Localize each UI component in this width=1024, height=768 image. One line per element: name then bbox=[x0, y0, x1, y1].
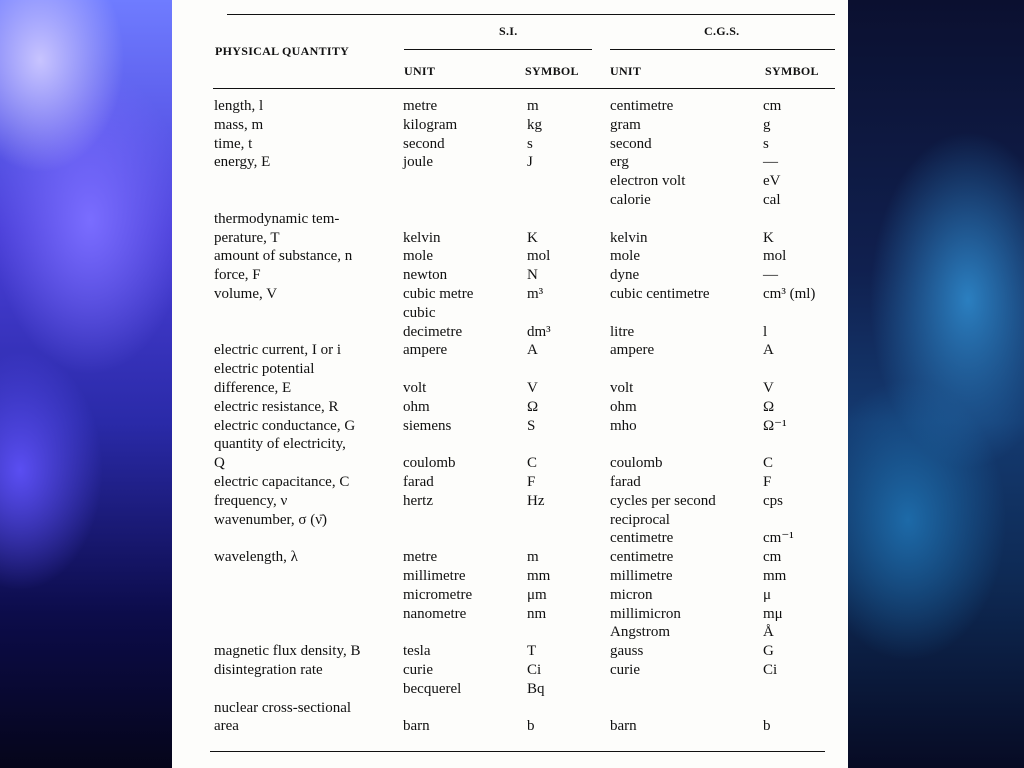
cell-cgs-symbol: Ω⁻¹ bbox=[763, 417, 787, 434]
cell-si-symbol: kg bbox=[527, 116, 542, 133]
table-row bbox=[207, 511, 837, 530]
cell-si-symbol: Ci bbox=[527, 662, 542, 678]
cell-si-unit: nanometre bbox=[403, 605, 467, 622]
cell-si-unit: kilogram bbox=[403, 116, 458, 133]
cell-si-symbol: Ω bbox=[527, 398, 539, 415]
cell-quantity: volume, V bbox=[214, 286, 278, 302]
header-si-symbol: SYMBOL bbox=[525, 64, 579, 78]
slide-page bbox=[172, 0, 848, 768]
table-row bbox=[207, 642, 837, 661]
table-row bbox=[207, 266, 837, 285]
cell-cgs-symbol: F bbox=[763, 474, 772, 490]
cell-cgs-unit: centimetre bbox=[610, 530, 674, 547]
cell-cgs-unit: erg bbox=[610, 154, 629, 171]
cell-cgs-symbol: cal bbox=[763, 192, 781, 208]
cell-cgs-symbol: b bbox=[763, 718, 771, 735]
cell-quantity: difference, E bbox=[214, 380, 292, 396]
cell-cgs-symbol: cps bbox=[763, 492, 783, 509]
cell-si-unit: kelvin bbox=[403, 229, 441, 246]
cell-cgs-unit: coulomb bbox=[610, 455, 663, 472]
cell-cgs-symbol: eV bbox=[763, 173, 781, 190]
cell-cgs-symbol: l bbox=[763, 323, 768, 340]
cell-quantity: electric resistance, R bbox=[214, 398, 339, 415]
cell-quantity: energy, E bbox=[214, 154, 271, 171]
cell-si-symbol: s bbox=[527, 135, 533, 152]
cell-quantity: force, F bbox=[214, 267, 261, 284]
cell-si-symbol: nm bbox=[527, 605, 547, 622]
header-cgs-unit: UNIT bbox=[610, 64, 642, 78]
cell-si-unit: becquerel bbox=[403, 680, 462, 697]
cell-quantity: area bbox=[214, 718, 239, 735]
cell-cgs-symbol: mol bbox=[763, 248, 787, 265]
cell-cgs-unit: ampere bbox=[610, 342, 655, 359]
units-table bbox=[207, 12, 837, 757]
cell-si-symbol: T bbox=[527, 643, 537, 660]
table-row bbox=[207, 492, 837, 511]
header-si: S.I. bbox=[499, 24, 518, 38]
cell-cgs-unit: millimicron bbox=[610, 605, 681, 622]
cell-cgs-unit: ohm bbox=[610, 398, 637, 415]
cell-si-unit: tesla bbox=[403, 643, 431, 660]
cell-si-symbol: S bbox=[527, 417, 536, 434]
table-row bbox=[207, 247, 837, 266]
cell-si-unit: siemens bbox=[403, 417, 452, 434]
cell-si-symbol: C bbox=[527, 455, 538, 472]
cell-quantity: length, l bbox=[214, 98, 264, 114]
cell-si-unit: micrometre bbox=[403, 586, 473, 603]
cell-cgs-unit: electron volt bbox=[610, 173, 686, 190]
cell-cgs-symbol: — bbox=[763, 267, 778, 284]
cell-cgs-symbol: Å bbox=[763, 624, 774, 641]
cell-si-unit: ohm bbox=[403, 398, 430, 415]
table-row bbox=[207, 191, 837, 210]
table-row bbox=[207, 699, 837, 718]
cell-cgs-unit: gauss bbox=[610, 643, 644, 660]
header-physical-quantity: PHYSICAL QUANTITY bbox=[215, 44, 350, 58]
cell-quantity: perature, T bbox=[214, 229, 280, 246]
cell-si-unit: decimetre bbox=[403, 323, 463, 340]
cell-quantity: electric potential bbox=[214, 361, 315, 378]
cell-cgs-unit: Angstrom bbox=[610, 624, 670, 641]
cell-si-symbol: m³ bbox=[527, 286, 544, 302]
table-row bbox=[207, 398, 837, 417]
cell-si-symbol: mol bbox=[527, 248, 551, 265]
bottom-rule bbox=[210, 751, 825, 752]
table-row bbox=[207, 172, 837, 191]
table-row bbox=[207, 304, 837, 323]
cell-si-unit: newton bbox=[403, 267, 448, 284]
cell-cgs-unit: curie bbox=[610, 662, 640, 678]
cell-si-unit: curie bbox=[403, 662, 433, 678]
cell-si-unit: mole bbox=[403, 248, 433, 265]
table-row bbox=[207, 717, 837, 736]
cell-si-symbol: N bbox=[527, 267, 538, 284]
cell-si-unit: second bbox=[403, 135, 445, 152]
cell-cgs-symbol: s bbox=[763, 135, 769, 152]
cell-quantity: nuclear cross-sectional bbox=[214, 699, 352, 716]
table-row bbox=[207, 360, 837, 379]
cell-cgs-symbol: V bbox=[763, 380, 774, 396]
cell-si-unit: ampere bbox=[403, 342, 448, 359]
cell-cgs-unit: calorie bbox=[610, 192, 651, 208]
table-row bbox=[207, 153, 837, 172]
cell-cgs-unit: gram bbox=[610, 116, 641, 133]
cell-cgs-symbol: μ bbox=[763, 586, 772, 603]
cell-si-symbol: dm³ bbox=[527, 323, 551, 340]
header-si-unit: UNIT bbox=[404, 64, 436, 78]
cell-cgs-unit: reciprocal bbox=[610, 511, 670, 528]
cell-si-symbol: m bbox=[527, 98, 539, 114]
cell-si-symbol: mm bbox=[527, 568, 551, 584]
table-row bbox=[207, 135, 837, 154]
cell-cgs-symbol: G bbox=[763, 643, 774, 660]
table-row bbox=[207, 473, 837, 492]
cell-cgs-unit: kelvin bbox=[610, 229, 648, 246]
cell-cgs-unit: litre bbox=[610, 323, 635, 340]
si-group-rule bbox=[404, 49, 592, 50]
cell-cgs-unit: micron bbox=[610, 586, 653, 603]
cell-quantity: frequency, ν bbox=[214, 492, 288, 509]
header-bottom-rule bbox=[213, 88, 835, 89]
background-left bbox=[0, 0, 172, 768]
cell-cgs-symbol: K bbox=[763, 229, 774, 246]
cgs-group-rule bbox=[610, 49, 835, 50]
cell-quantity: time, t bbox=[214, 135, 253, 152]
cell-quantity: electric capacitance, C bbox=[214, 474, 350, 490]
cell-quantity: wavelength, λ bbox=[214, 549, 298, 566]
table-row bbox=[207, 567, 837, 586]
table-row bbox=[207, 210, 837, 229]
table-row bbox=[207, 623, 837, 642]
cell-si-symbol: m bbox=[527, 549, 539, 566]
cell-quantity: electric conductance, G bbox=[214, 417, 356, 434]
cell-cgs-unit: dyne bbox=[610, 267, 640, 284]
cell-si-unit: coulomb bbox=[403, 455, 456, 472]
table-row bbox=[207, 529, 837, 548]
cell-quantity: amount of substance, n bbox=[214, 248, 353, 265]
cell-cgs-symbol: A bbox=[763, 342, 774, 359]
cell-si-unit: volt bbox=[403, 380, 427, 396]
cell-si-symbol: V bbox=[527, 380, 538, 396]
cell-cgs-unit: cubic centimetre bbox=[610, 286, 710, 302]
table-row bbox=[207, 435, 837, 454]
top-rule bbox=[227, 14, 835, 15]
table-row bbox=[207, 116, 837, 135]
cell-cgs-unit: centimetre bbox=[610, 98, 674, 114]
table-row bbox=[207, 97, 837, 116]
cell-si-symbol: b bbox=[527, 718, 535, 735]
cell-cgs-symbol: g bbox=[763, 116, 771, 133]
cell-si-unit: joule bbox=[403, 154, 433, 171]
cell-quantity: wavenumber, σ (ν̄) bbox=[214, 511, 327, 528]
cell-quantity: Q bbox=[214, 455, 225, 472]
cell-quantity: disintegration rate bbox=[214, 662, 323, 678]
cell-cgs-symbol: — bbox=[763, 154, 778, 171]
cell-cgs-unit: second bbox=[610, 135, 652, 152]
cell-si-unit: cubic metre bbox=[403, 286, 474, 302]
cell-quantity: magnetic flux density, B bbox=[214, 643, 361, 660]
cell-cgs-unit: centimetre bbox=[610, 549, 674, 566]
cell-cgs-symbol: cm⁻¹ bbox=[763, 530, 794, 547]
table-row bbox=[207, 379, 837, 398]
table-row bbox=[207, 661, 837, 680]
cell-si-symbol: μm bbox=[527, 586, 547, 603]
cell-cgs-unit: cycles per second bbox=[610, 492, 716, 509]
table-row bbox=[207, 417, 837, 436]
cell-quantity: mass, m bbox=[214, 116, 264, 133]
header-cgs: C.G.S. bbox=[704, 24, 740, 38]
cell-si-symbol: K bbox=[527, 229, 538, 246]
cell-si-symbol: A bbox=[527, 342, 538, 359]
cell-quantity: thermodynamic tem- bbox=[214, 210, 340, 227]
table-row bbox=[207, 285, 837, 304]
cell-cgs-unit: mole bbox=[610, 248, 640, 265]
cell-cgs-unit: millimetre bbox=[610, 568, 673, 584]
cell-cgs-unit: volt bbox=[610, 380, 634, 396]
cell-cgs-symbol: Ci bbox=[763, 662, 778, 678]
cell-cgs-symbol: cm bbox=[763, 549, 782, 566]
cell-si-symbol: Bq bbox=[527, 680, 545, 697]
table-row bbox=[207, 229, 837, 248]
cell-si-unit: cubic bbox=[403, 304, 436, 321]
cell-si-unit: metre bbox=[403, 549, 438, 566]
cell-cgs-unit: farad bbox=[610, 474, 641, 490]
cell-si-unit: barn bbox=[403, 718, 430, 735]
table-row bbox=[207, 586, 837, 605]
table-row bbox=[207, 605, 837, 624]
table-row bbox=[207, 454, 837, 473]
cell-si-unit: hertz bbox=[403, 492, 433, 509]
table-row bbox=[207, 341, 837, 360]
cell-cgs-symbol: C bbox=[763, 455, 774, 472]
cell-cgs-unit: mho bbox=[610, 417, 637, 434]
cell-quantity: quantity of electricity, bbox=[214, 436, 346, 453]
table-row bbox=[207, 548, 837, 567]
cell-quantity: electric current, I or i bbox=[214, 342, 342, 359]
cell-cgs-symbol: mm bbox=[763, 568, 787, 584]
header-cgs-symbol: SYMBOL bbox=[765, 64, 819, 78]
cell-cgs-symbol: cm bbox=[763, 98, 782, 114]
cell-cgs-symbol: mμ bbox=[763, 605, 783, 622]
table-row bbox=[207, 680, 837, 699]
cell-si-unit: farad bbox=[403, 474, 434, 490]
cell-si-symbol: F bbox=[527, 474, 536, 490]
cell-si-unit: millimetre bbox=[403, 568, 466, 584]
cell-si-symbol: J bbox=[527, 154, 533, 171]
cell-cgs-unit: barn bbox=[610, 718, 637, 735]
cell-si-symbol: Hz bbox=[527, 492, 545, 509]
cell-si-unit: metre bbox=[403, 98, 438, 114]
background-right bbox=[848, 0, 1024, 768]
cell-cgs-symbol: Ω bbox=[763, 398, 775, 415]
cell-cgs-symbol: cm³ (ml) bbox=[763, 286, 816, 302]
table-row bbox=[207, 323, 837, 342]
